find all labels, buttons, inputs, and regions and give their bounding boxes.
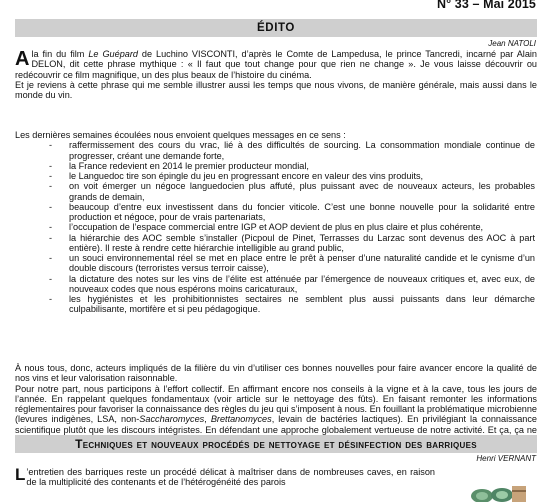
edito-title: ÉDITO [15, 19, 537, 37]
drop-cap: L [15, 465, 26, 484]
article-title: Techniques et nouveaux procédés de nettoyage et désinfection des barriques [15, 435, 537, 453]
list-item: - la hiérarchie des AOC semble s’installer (Picpoul de Pinet, Terrasses du Larzac sont devenus des AOC à part entière). Il reste à rendre cette hiérarchie intelligible au grand public, [15, 233, 537, 254]
edito-author [488, 39, 536, 48]
closing-italic-b: Saccharomyces [139, 414, 205, 425]
edito-closing [15, 363, 537, 445]
list-item: - l’occupation de l’espace commercial entre IGP et AOP devient de plus en plus claire et plus cohérente, [15, 222, 537, 232]
drop-cap: A [15, 48, 30, 70]
intro-text-1: la fin du film [31, 49, 89, 59]
closing-text-e: , levain de bactéries lactiques). En privilégiant la connaissance scientifique plutôt que les discours intégristes. En défendant une approche globalement vertueuse de notre activité. Et ça, ça ne [15, 414, 538, 435]
list-item: - on voit émerger un négoce languedocien plus affuté, plus puissant avec de nouveaux acteurs, les probables grands de demain, [15, 181, 537, 202]
author-first-name: Jean [488, 39, 506, 48]
film-title: Le Guépard [88, 49, 138, 59]
list-item: - la dictature des notes sur les vins de l’élite est atténuée par l’émergence de nouveaux critiques et, avec eux, de nouveaux codes que nous espérons moins caricaturaux, [15, 274, 537, 295]
author-last-name: VERNANT [497, 454, 536, 463]
closing-italic-d: Brettanomyces [210, 414, 272, 425]
intro-text-2: de Luchino VISCONTI, d’après le Comte de Lampedusa, le prince Tancredi, incarné par Alain DELON, dit cette phrase mythique : « Il faut que tout change pour que rien ne change ». Je vous laisse découvrir ou redécouvrir ce film magnifique, un des plus beaux de l’histoire du cinéma. [15, 49, 538, 80]
list-item: - un souci environnemental réel se met en place entre le prêt à penser d’une naturalité candide et le cynisme d’un double discours (terroristes versus terroir caisse), [15, 253, 537, 274]
messages-lead: Les dernières semaines écoulées nous envoient quelques messages en ce sens : [15, 130, 346, 140]
barrels-illustration-icon [468, 480, 528, 502]
list-item: - beaucoup d’entre eux investissent dans du foncier viticole. C’est une bonne nouvelle pour la solidarité entre production et négoce, pour de vrais partenariats, [15, 202, 537, 223]
intro-paragraph-2: Et je reviens à cette phrase qui me semble illustrer aussi les temps que nous vivons, de manière générale, mais aussi dans le monde du vin. [15, 79, 537, 100]
article-paragraph [15, 467, 435, 488]
closing-text-c: , [204, 414, 211, 425]
list-item: - la France redevient en 2014 le premier producteur mondial, [15, 161, 537, 171]
article-author [476, 454, 536, 463]
author-last-name: NATOLI [507, 39, 536, 48]
edito-intro [15, 49, 537, 100]
list-item: - les hygiénistes et les prohibitionnistes sectaires ne semblent plus aussi puissants dans leur démarche culpabilisante, mortifère et si peu pédagogique. [15, 294, 537, 315]
list-item: - le Languedoc tire son épingle du jeu en progressant encore en valeur des vins produits, [15, 171, 537, 181]
article-text: ’entretien des barriques reste un procédé délicat à maîtriser dans de nombreuses caves, en raison de la multiplicité des contenants et de l’hétérogénéité des parois [26, 467, 435, 488]
author-first-name: Henri [476, 454, 496, 463]
issue-number: N° 33 – Mai 2015 [436, 0, 536, 11]
edito-messages [15, 130, 537, 315]
closing-paragraph-1: À nous tous, donc, acteurs impliqués de la filière du vin d’utiliser ces bonnes nouvelles pour faire avancer encore la qualité de nos vins et leur valorisation raisonnable. [15, 363, 537, 384]
list-item: - raffermissement des cours du vrac, lié à des difficultés de sourcing. La consommation mondiale continue de progresser, créant une demande forte, [15, 140, 537, 161]
messages-list [15, 140, 537, 314]
closing-text-a: Pour notre part, nous participons à l’effort collectif. En affirmant encore nos conseils à la vigne et à la cave, tous les jours de l’année. En rappelant quelques fondamentaux (voir article sur le nettoyage des fûts). En faisant remonter les informations réglementaires pour favoriser la connaissance des règles du jeu qui s’imposent à nous. En fouillant la problématique microbienne (levures indigènes, LSA, non- [15, 383, 537, 425]
article-body [15, 467, 435, 488]
intro-paragraph [15, 49, 537, 80]
